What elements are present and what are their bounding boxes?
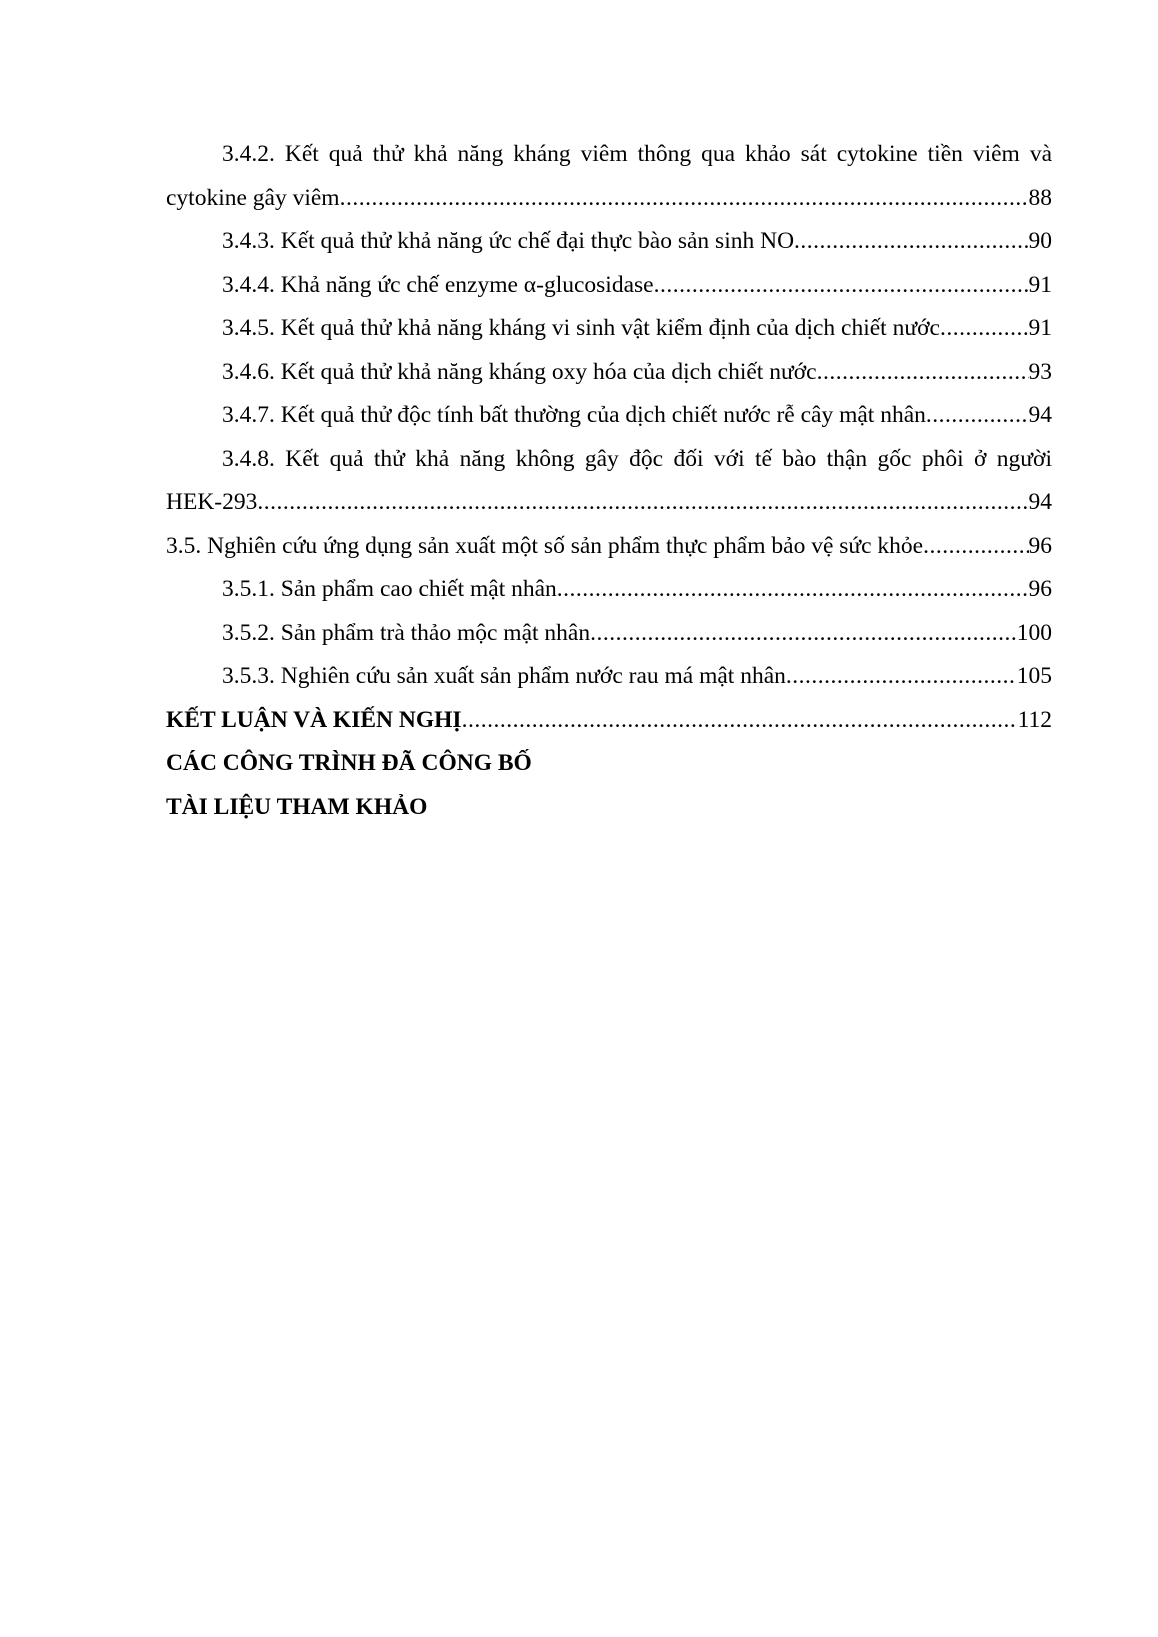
toc-entry-3-4-8-line2[interactable] (166, 481, 1052, 525)
toc-entry-publications[interactable] (166, 742, 1052, 786)
toc-entry-conclusion[interactable] (166, 699, 1052, 743)
dot-leader (590, 612, 1017, 656)
dot-leader (794, 220, 1028, 264)
toc-entry-title: HEK-293 (166, 489, 258, 515)
dot-leader (257, 481, 1028, 525)
toc-entry-3-4-7[interactable] (166, 394, 1052, 438)
toc-entry-3-5-2[interactable] (166, 612, 1052, 656)
toc-entry-title: 3.4.5. Kết quả thử khả năng kháng vi sinh vật kiểm định của dịch chiết nước (222, 315, 940, 341)
dot-leader (654, 264, 1029, 308)
toc-entry-3-4-3[interactable] (166, 220, 1052, 264)
toc-entry-title: 3.4.2. Kết quả thử khả năng kháng viêm thông qua khảo sát cytokine tiền viêm và (222, 141, 1052, 167)
toc-entry-title: 3.5.2. Sản phẩm trà thảo mộc mật nhân (222, 619, 591, 646)
toc-entry-title: 3.4.3. Kết quả thử khả năng ức chế đại thực bào sản sinh NO (222, 228, 795, 254)
toc-entry-title: 3.4.6. Kết quả thử khả năng kháng oxy hóa của dịch chiết nước (222, 358, 817, 385)
toc-entry-title: CÁC CÔNG TRÌNH ĐÃ CÔNG BỐ (166, 750, 532, 776)
toc-entry-title: TÀI LIỆU THAM KHẢO (166, 793, 428, 820)
toc-entry-3-4-2-line2[interactable] (166, 177, 1052, 221)
toc-entry-title: 3.5. Nghiên cứu ứng dụng sản xuất một số sản phẩm thực phẩm bảo vệ sức khỏe (166, 532, 924, 559)
toc-page-number: 91 (1028, 271, 1052, 298)
toc-entry-3-4-8-line1 (166, 438, 1052, 482)
toc-page-number: 105 (1016, 663, 1052, 689)
toc-page-number: 100 (1016, 619, 1052, 646)
toc-entry-title: KẾT LUẬN VÀ KIẾN NGHỊ (166, 706, 462, 733)
toc-entry-references[interactable] (166, 786, 1052, 830)
dot-leader (926, 394, 1029, 438)
dot-leader (557, 568, 1029, 612)
dot-leader (786, 655, 1017, 699)
toc-page-number: 112 (1017, 706, 1052, 733)
toc-entry-title: 3.4.8. Kết quả thử khả năng không gây độc đối với tế bào thận gốc phôi ở người (222, 445, 1052, 472)
toc-page-number: 93 (1028, 358, 1052, 385)
toc-entry-title: cytokine gây viêm (166, 184, 340, 211)
toc-entry-title: 3.5.3. Nghiên cứu sản xuất sản phẩm nước rau má mật nhân (222, 663, 786, 689)
toc-entry-3-5[interactable] (166, 525, 1052, 569)
toc-entry-title: 3.4.7. Kết quả thử độc tính bất thường của dịch chiết nước rễ cây mật nhân (222, 402, 926, 428)
toc-page-number: 94 (1028, 402, 1052, 428)
toc-entry-title: 3.5.1. Sản phẩm cao chiết mật nhân (222, 576, 557, 602)
toc-page-number: 90 (1028, 228, 1052, 254)
toc-entry-3-5-1[interactable] (166, 568, 1052, 612)
toc-page-number: 96 (1028, 576, 1052, 602)
toc-entry-3-5-3[interactable] (166, 655, 1052, 699)
dot-leader (817, 351, 1029, 395)
dot-leader (940, 307, 1029, 351)
table-of-contents (166, 133, 1052, 829)
dot-leader (462, 699, 1018, 743)
toc-entry-3-4-5[interactable] (166, 307, 1052, 351)
toc-entry-3-4-6[interactable] (166, 351, 1052, 395)
toc-page-number: 91 (1028, 315, 1052, 341)
toc-page-number: 94 (1028, 489, 1052, 515)
toc-entry-3-4-2-line1 (166, 133, 1052, 177)
toc-page-number: 96 (1028, 532, 1052, 559)
toc-entry-title: 3.4.4. Khả năng ức chế enzyme α-glucosidase (222, 271, 654, 298)
dot-leader (923, 525, 1028, 569)
dot-leader (340, 177, 1029, 221)
toc-entry-3-4-4[interactable] (166, 264, 1052, 308)
toc-page-number: 88 (1028, 184, 1052, 211)
